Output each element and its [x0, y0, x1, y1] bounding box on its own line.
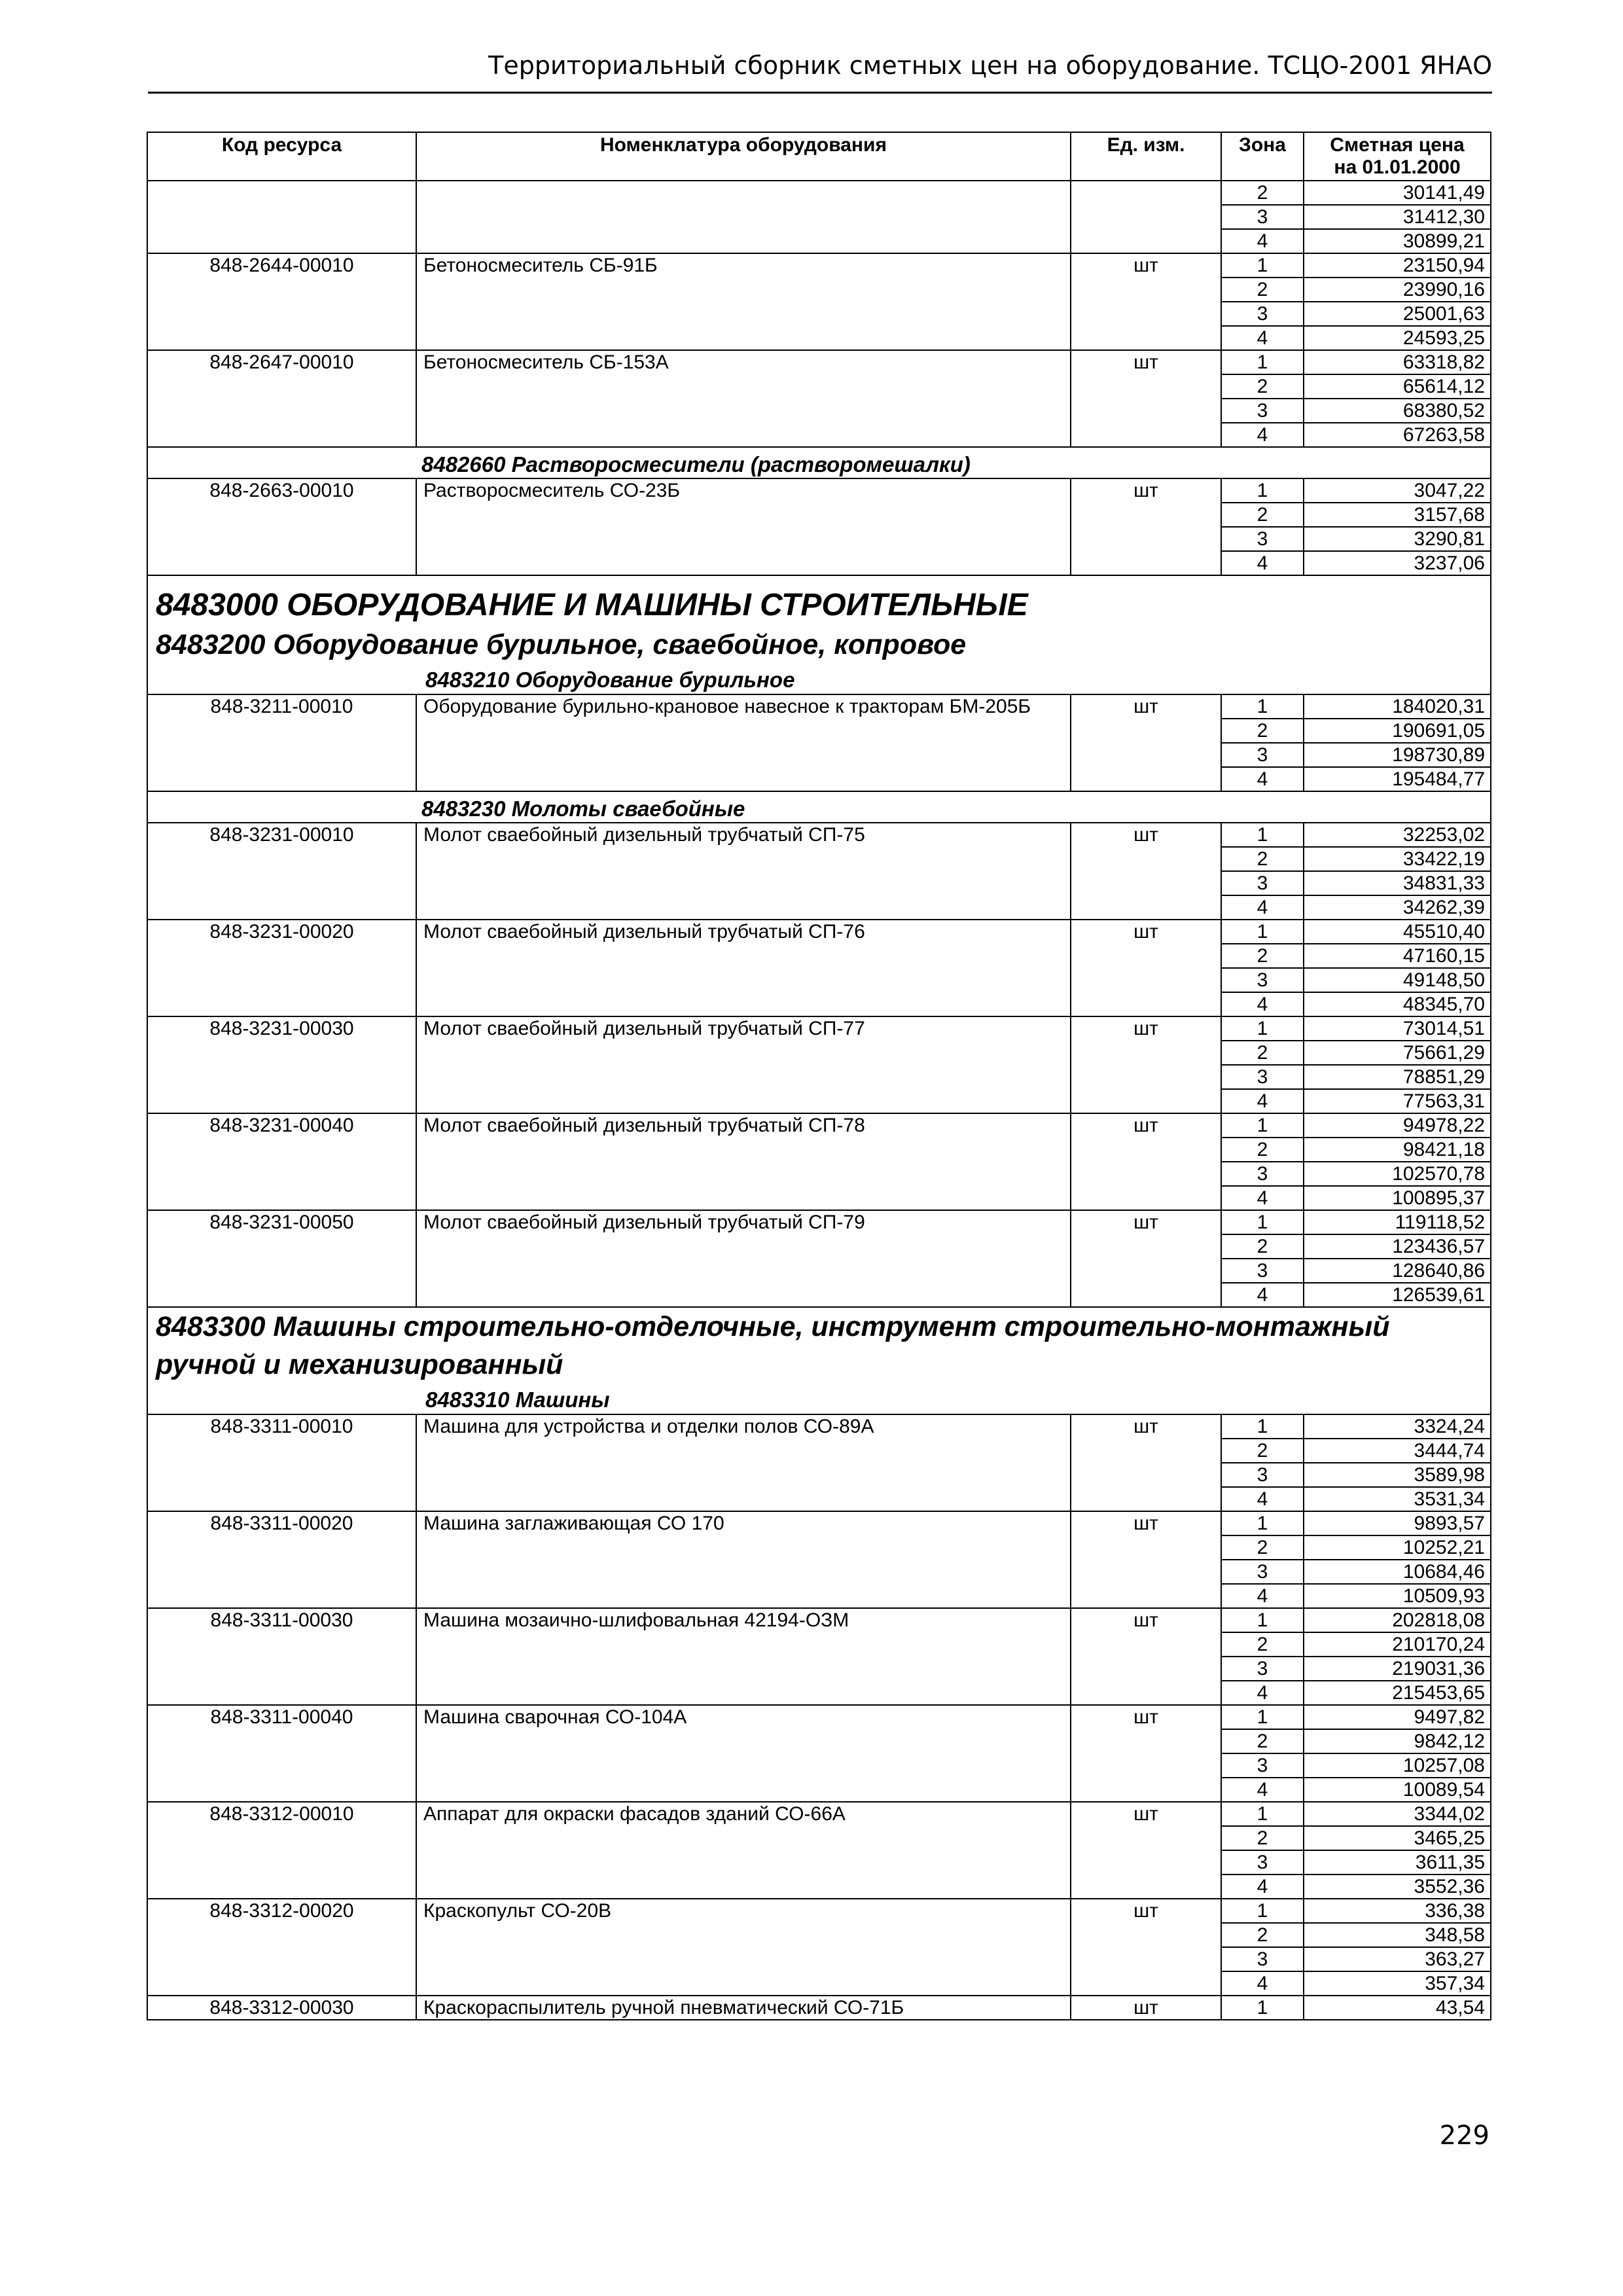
zone-cell: 1 [1221, 1705, 1304, 1729]
table-row [147, 1414, 1491, 1439]
unit-of-measure: шт [1071, 478, 1221, 575]
price-cell: 34831,33 [1304, 871, 1491, 895]
price-cell: 119118,52 [1304, 1210, 1491, 1234]
price-cell: 65614,12 [1304, 374, 1491, 399]
price-table-container [147, 132, 1490, 2020]
zone-cell: 1 [1221, 694, 1304, 719]
zone-cell: 4 [1221, 551, 1304, 575]
table-row [147, 181, 1491, 205]
equipment-name: Машина заглаживающая СО 170 [416, 1511, 1071, 1608]
table-row [147, 823, 1491, 847]
resource-code: 848-3231-00030 [147, 1016, 416, 1113]
resource-code: 848-3312-00030 [147, 1996, 416, 2020]
subgroup-heading-3230: 8483230 Молоты сваебойные [147, 791, 1491, 823]
zone-cell: 1 [1221, 1113, 1304, 1138]
zone-cell: 4 [1221, 1283, 1304, 1307]
price-table [147, 132, 1491, 2020]
zone-cell: 2 [1221, 847, 1304, 871]
zone-cell: 4 [1221, 1089, 1304, 1113]
equipment-name: Молот сваебойный дизельный трубчатый СП-75 [416, 823, 1071, 920]
subgroup-row [147, 791, 1491, 823]
col-header-code: Код ресурса [147, 132, 416, 181]
table-row [147, 1899, 1491, 1923]
zone-cell: 4 [1221, 229, 1304, 253]
price-cell: 43,54 [1304, 1996, 1491, 2020]
price-cell: 10252,21 [1304, 1535, 1491, 1560]
zone-cell: 4 [1221, 1186, 1304, 1210]
resource-code-empty [147, 181, 416, 253]
zone-cell: 4 [1221, 1584, 1304, 1608]
price-cell: 98421,18 [1304, 1138, 1491, 1162]
price-cell: 3611,35 [1304, 1850, 1491, 1874]
col-header-price-line2: на 01.01.2000 [1334, 156, 1461, 178]
resource-code: 848-3211-00010 [147, 694, 416, 791]
price-cell: 30141,49 [1304, 181, 1491, 205]
price-cell: 24593,25 [1304, 326, 1491, 350]
unit-of-measure: шт [1071, 1113, 1221, 1210]
subgroup-heading-3310: 8483310 Машины [425, 1388, 610, 1412]
zone-cell: 1 [1221, 478, 1304, 503]
price-cell: 357,34 [1304, 1971, 1491, 1996]
zone-cell: 3 [1221, 1162, 1304, 1186]
equipment-name: Молот сваебойный дизельный трубчатый СП-77 [416, 1016, 1071, 1113]
table-row [147, 920, 1491, 944]
zone-cell: 3 [1221, 399, 1304, 423]
header-rule [148, 92, 1492, 94]
resource-code: 848-3312-00020 [147, 1899, 416, 1996]
zone-cell: 4 [1221, 1778, 1304, 1802]
table-row [147, 1210, 1491, 1234]
unit-of-measure: шт [1071, 1016, 1221, 1113]
unit-of-measure: шт [1071, 1802, 1221, 1899]
zone-cell: 4 [1221, 992, 1304, 1016]
zone-cell: 2 [1221, 1535, 1304, 1560]
zone-cell: 2 [1221, 1923, 1304, 1947]
group-heading-3300: 8483300 Машины строительно-отделочные, инструмент строительно-монтажный ручной и механизированный [156, 1311, 1390, 1380]
zone-cell: 4 [1221, 767, 1304, 791]
unit-of-measure: шт [1071, 1210, 1221, 1307]
page-number: 229 [1439, 2121, 1489, 2151]
col-header-price-line1: Сметная цена [1330, 134, 1465, 156]
price-cell: 73014,51 [1304, 1016, 1491, 1041]
table-row [147, 1113, 1491, 1138]
zone-cell: 3 [1221, 1947, 1304, 1971]
price-cell: 219031,36 [1304, 1657, 1491, 1681]
price-cell: 47160,15 [1304, 944, 1491, 968]
group-heading-3000: 8483000 ОБОРУДОВАНИЕ И МАШИНЫ СТРОИТЕЛЬНЫЕ [156, 588, 1028, 622]
price-cell: 31412,30 [1304, 205, 1491, 229]
price-cell: 9497,82 [1304, 1705, 1491, 1729]
equipment-name: Оборудование бурильно-крановое навесное к тракторам БМ-205Б [416, 694, 1071, 791]
price-cell: 9842,12 [1304, 1729, 1491, 1753]
zone-cell: 1 [1221, 1016, 1304, 1041]
zone-cell: 2 [1221, 1439, 1304, 1463]
subgroup-heading-2660: 8482660 Растворосмесители (растворомешалки) [147, 447, 1491, 478]
equipment-name: Бетоносмеситель СБ-153А [416, 350, 1071, 447]
unit-of-measure: шт [1071, 1511, 1221, 1608]
resource-code: 848-3311-00030 [147, 1608, 416, 1705]
unit-of-measure: шт [1071, 1608, 1221, 1705]
price-cell: 68380,52 [1304, 399, 1491, 423]
resource-code: 848-3312-00010 [147, 1802, 416, 1899]
col-header-zone: Зона [1221, 132, 1304, 181]
unit-of-measure: шт [1071, 1705, 1221, 1802]
price-cell: 190691,05 [1304, 719, 1491, 743]
price-cell: 363,27 [1304, 1947, 1491, 1971]
group-heading-row [147, 1307, 1491, 1414]
price-cell: 10509,93 [1304, 1584, 1491, 1608]
col-header-price [1304, 132, 1491, 181]
zone-cell: 3 [1221, 968, 1304, 992]
price-cell: 3344,02 [1304, 1802, 1491, 1826]
price-cell: 10684,46 [1304, 1560, 1491, 1584]
price-cell: 67263,58 [1304, 423, 1491, 447]
table-row [147, 1802, 1491, 1826]
zone-cell: 1 [1221, 350, 1304, 374]
zone-cell: 1 [1221, 823, 1304, 847]
equipment-name: Молот сваебойный дизельный трубчатый СП-78 [416, 1113, 1071, 1210]
group-heading-row [147, 575, 1491, 694]
table-row [147, 694, 1491, 719]
price-cell: 3552,36 [1304, 1874, 1491, 1899]
subgroup-row [147, 447, 1491, 478]
price-cell: 23990,16 [1304, 278, 1491, 302]
zone-cell: 2 [1221, 374, 1304, 399]
price-cell: 123436,57 [1304, 1234, 1491, 1259]
zone-cell: 3 [1221, 871, 1304, 895]
equipment-name: Растворосмеситель СО-23Б [416, 478, 1071, 575]
col-header-name: Номенклатура оборудования [416, 132, 1071, 181]
table-row [147, 1016, 1491, 1041]
price-cell: 3589,98 [1304, 1463, 1491, 1487]
page-header-title: Территориальный сборник сметных цен на оборудование. ТСЦО-2001 ЯНАО [488, 51, 1492, 80]
resource-code: 848-2647-00010 [147, 350, 416, 447]
zone-cell: 3 [1221, 1463, 1304, 1487]
zone-cell: 3 [1221, 302, 1304, 326]
price-cell: 3047,22 [1304, 478, 1491, 503]
table-row [147, 1705, 1491, 1729]
unit-of-measure: шт [1071, 920, 1221, 1016]
table-header-row [147, 132, 1491, 181]
price-cell: 3324,24 [1304, 1414, 1491, 1439]
zone-cell: 2 [1221, 1826, 1304, 1850]
col-header-unit: Ед. изм. [1071, 132, 1221, 181]
zone-cell: 4 [1221, 1681, 1304, 1705]
zone-cell: 1 [1221, 1414, 1304, 1439]
price-cell: 336,38 [1304, 1899, 1491, 1923]
resource-code: 848-3311-00020 [147, 1511, 416, 1608]
equipment-name: Краскопульт СО-20В [416, 1899, 1071, 1996]
price-cell: 45510,40 [1304, 920, 1491, 944]
resource-code: 848-3311-00010 [147, 1414, 416, 1511]
price-cell: 198730,89 [1304, 743, 1491, 767]
group-heading-cell [147, 575, 1491, 694]
equipment-name: Машина мозаично-шлифовальная 42194-ОЗМ [416, 1608, 1071, 1705]
zone-cell: 3 [1221, 1753, 1304, 1778]
equipment-name: Молот сваебойный дизельный трубчатый СП-76 [416, 920, 1071, 1016]
price-cell: 30899,21 [1304, 229, 1491, 253]
zone-cell: 3 [1221, 1657, 1304, 1681]
unit-of-measure: шт [1071, 694, 1221, 791]
unit-of-measure: шт [1071, 1996, 1221, 2020]
zone-cell: 4 [1221, 326, 1304, 350]
zone-cell: 1 [1221, 1210, 1304, 1234]
unit-empty [1071, 181, 1221, 253]
price-cell: 210170,24 [1304, 1632, 1491, 1657]
table-row [147, 1608, 1491, 1632]
price-cell: 128640,86 [1304, 1259, 1491, 1283]
price-cell: 348,58 [1304, 1923, 1491, 1947]
zone-cell: 2 [1221, 944, 1304, 968]
zone-cell: 4 [1221, 1874, 1304, 1899]
equipment-name-empty [416, 181, 1071, 253]
price-cell: 184020,31 [1304, 694, 1491, 719]
equipment-name: Молот сваебойный дизельный трубчатый СП-79 [416, 1210, 1071, 1307]
equipment-name: Машина сварочная СО-104А [416, 1705, 1071, 1802]
unit-of-measure: шт [1071, 1899, 1221, 1996]
zone-cell: 4 [1221, 1487, 1304, 1511]
zone-cell: 1 [1221, 1899, 1304, 1923]
price-cell: 32253,02 [1304, 823, 1491, 847]
price-cell: 23150,94 [1304, 253, 1491, 278]
table-row [147, 1996, 1491, 2020]
price-cell: 195484,77 [1304, 767, 1491, 791]
price-cell: 25001,63 [1304, 302, 1491, 326]
price-cell: 3465,25 [1304, 1826, 1491, 1850]
resource-code: 848-3231-00040 [147, 1113, 416, 1210]
price-cell: 10257,08 [1304, 1753, 1491, 1778]
zone-cell: 3 [1221, 743, 1304, 767]
zone-cell: 2 [1221, 1729, 1304, 1753]
price-cell: 215453,65 [1304, 1681, 1491, 1705]
zone-cell: 2 [1221, 1041, 1304, 1065]
zone-cell: 1 [1221, 1996, 1304, 2020]
price-cell: 63318,82 [1304, 350, 1491, 374]
price-cell: 9893,57 [1304, 1511, 1491, 1535]
resource-code: 848-3231-00050 [147, 1210, 416, 1307]
table-row [147, 478, 1491, 503]
table-body [147, 181, 1491, 2020]
price-cell: 3290,81 [1304, 527, 1491, 551]
resource-code: 848-3231-00020 [147, 920, 416, 1016]
zone-cell: 2 [1221, 503, 1304, 527]
zone-cell: 3 [1221, 1560, 1304, 1584]
price-cell: 102570,78 [1304, 1162, 1491, 1186]
price-cell: 75661,29 [1304, 1041, 1491, 1065]
zone-cell: 2 [1221, 278, 1304, 302]
zone-cell: 4 [1221, 423, 1304, 447]
price-cell: 10089,54 [1304, 1778, 1491, 1802]
price-cell: 3444,74 [1304, 1439, 1491, 1463]
group-heading-cell [147, 1307, 1491, 1414]
zone-cell: 1 [1221, 253, 1304, 278]
price-cell: 202818,08 [1304, 1608, 1491, 1632]
zone-cell: 1 [1221, 920, 1304, 944]
equipment-name: Краскораспылитель ручной пневматический СО-71Б [416, 1996, 1071, 2020]
unit-of-measure: шт [1071, 350, 1221, 447]
zone-cell: 2 [1221, 1234, 1304, 1259]
equipment-name: Машина для устройства и отделки полов СО-89А [416, 1414, 1071, 1511]
zone-cell: 4 [1221, 895, 1304, 920]
table-row [147, 253, 1491, 278]
price-cell: 94978,22 [1304, 1113, 1491, 1138]
equipment-name: Бетоносмеситель СБ-91Б [416, 253, 1071, 350]
subgroup-heading-3210: 8483210 Оборудование бурильное [425, 668, 795, 692]
zone-cell: 4 [1221, 1971, 1304, 1996]
zone-cell: 2 [1221, 719, 1304, 743]
zone-cell: 3 [1221, 1065, 1304, 1089]
equipment-name: Аппарат для окраски фасадов зданий СО-66А [416, 1802, 1071, 1899]
unit-of-measure: шт [1071, 253, 1221, 350]
price-cell: 3531,34 [1304, 1487, 1491, 1511]
zone-cell: 1 [1221, 1511, 1304, 1535]
table-row [147, 1511, 1491, 1535]
resource-code: 848-2644-00010 [147, 253, 416, 350]
unit-of-measure: шт [1071, 823, 1221, 920]
price-cell: 34262,39 [1304, 895, 1491, 920]
zone-cell: 3 [1221, 527, 1304, 551]
price-cell: 3157,68 [1304, 503, 1491, 527]
price-cell: 3237,06 [1304, 551, 1491, 575]
unit-of-measure: шт [1071, 1414, 1221, 1511]
price-cell: 78851,29 [1304, 1065, 1491, 1089]
zone-cell: 3 [1221, 1259, 1304, 1283]
zone-cell: 2 [1221, 181, 1304, 205]
resource-code: 848-3231-00010 [147, 823, 416, 920]
table-row [147, 350, 1491, 374]
zone-cell: 2 [1221, 1138, 1304, 1162]
price-cell: 49148,50 [1304, 968, 1491, 992]
price-cell: 48345,70 [1304, 992, 1491, 1016]
resource-code: 848-3311-00040 [147, 1705, 416, 1802]
zone-cell: 3 [1221, 205, 1304, 229]
price-cell: 77563,31 [1304, 1089, 1491, 1113]
price-cell: 33422,19 [1304, 847, 1491, 871]
zone-cell: 2 [1221, 1632, 1304, 1657]
price-cell: 100895,37 [1304, 1186, 1491, 1210]
group-heading-3200: 8483200 Оборудование бурильное, сваебойное, копровое [156, 629, 967, 660]
zone-cell: 1 [1221, 1608, 1304, 1632]
zone-cell: 3 [1221, 1850, 1304, 1874]
zone-cell: 1 [1221, 1802, 1304, 1826]
resource-code: 848-2663-00010 [147, 478, 416, 575]
price-cell: 126539,61 [1304, 1283, 1491, 1307]
